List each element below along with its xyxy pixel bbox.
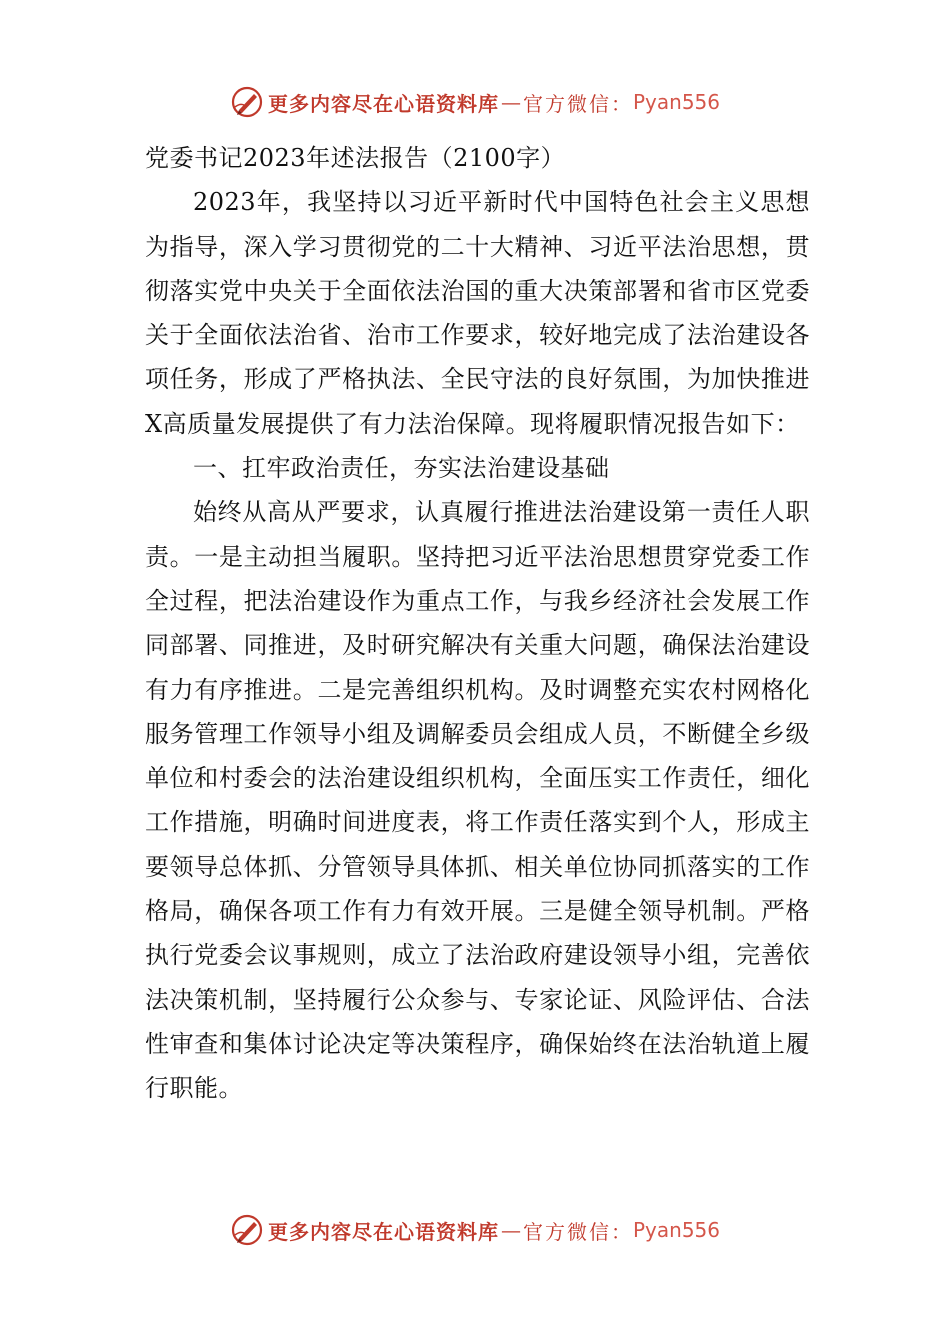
pen-logo-icon bbox=[230, 1213, 264, 1247]
footer-watermark-banner bbox=[0, 1210, 950, 1250]
banner-wechat-label: 官方微信： bbox=[522, 1219, 633, 1244]
banner-main-text: 更多内容尽在心语资料库 bbox=[267, 91, 499, 116]
paragraph-section-1: 始终从高从严要求，认真履行推进法治建设第一责任人职责。一是主动担当履职。坚持把习近平法治思想贯穿党委工作全过程，把法治建设作为重点工作，与我乡经济社会发展工作同部署、同推进，及时研究解决有关重大问题，确保法治建设有力有序推进。二是完善组织机构。及时调整充实农村网格化服务管理工作领导小组及调解委员会组成人员，不断健全乡级单位和村委会的法治建设组织机构，全面压实工作责任，细化工作措施，明确时间进度表，将工作责任落实到个人，形成主要领导总体抓、分管领导具体抓、相关单位协同抓落实的工作格局，确保各项工作有力有效开展。三是健全领导机制。严格执行党委会议事规则，成立了法治政府建设领导小组，完善依法决策机制，坚持履行公众参与、专家论证、风险评估、合法性审查和集体讨论决定等决策程序，确保始终在法治轨道上履行职能。 bbox=[145, 498, 810, 1103]
paragraph-intro: 2023年，我坚持以习近平新时代中国特色社会主义思想为指导，深入学习贯彻党的二十大精神、习近平法治思想，贯彻落实党中央关于全面依法治国的重大决策部署和省市区党委关于全面依法治省、治市工作要求，较好地完成了法治建设各项任务，形成了严格执法、全民守法的良好氛围，为加快推进X高质量发展提供了有力法治保障。现将履职情况报告如下： bbox=[145, 188, 810, 438]
banner-main-text: 更多内容尽在心语资料库 bbox=[267, 1219, 499, 1244]
document-body bbox=[145, 136, 810, 1111]
banner-separator: — bbox=[500, 90, 521, 114]
document-title: 党委书记2023年述法报告（2100字） bbox=[145, 144, 566, 172]
banner-wechat-id: Pyan556 bbox=[632, 90, 720, 114]
banner-wechat-id: Pyan556 bbox=[632, 1218, 720, 1242]
pen-logo-icon bbox=[230, 85, 264, 119]
section-heading-1: 一、扛牢政治责任，夯实法治建设基础 bbox=[193, 454, 610, 483]
banner-separator: — bbox=[500, 1218, 521, 1242]
header-watermark-banner bbox=[0, 82, 950, 122]
banner-wechat-label: 官方微信： bbox=[522, 91, 633, 116]
